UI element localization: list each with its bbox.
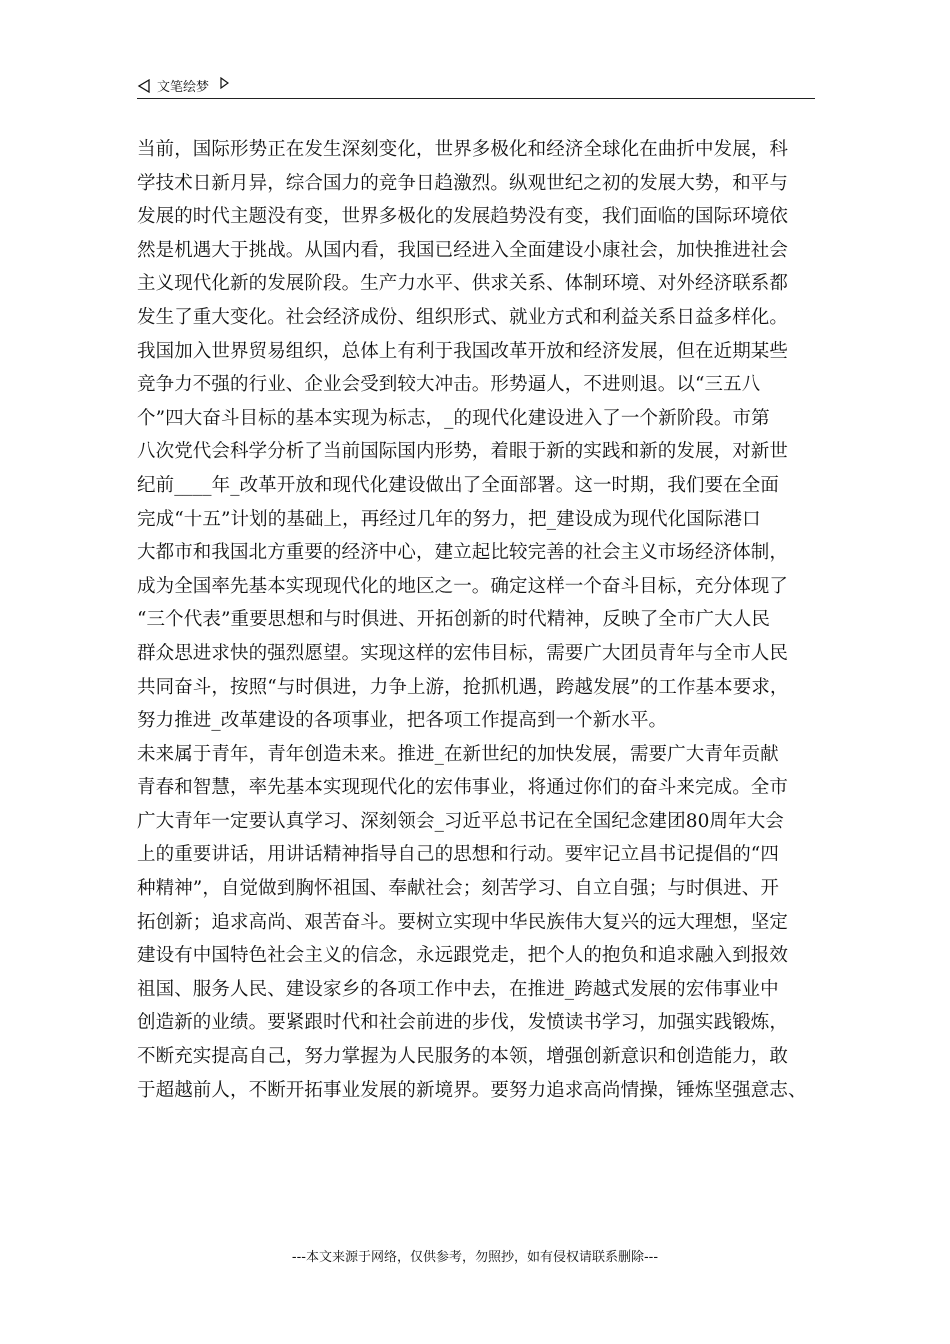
text-line: 我国加入世界贸易组织，总体上有利于我国改革开放和经济发展，但在近期某些 [137, 340, 789, 362]
text-line: 未来属于青年，青年创造未来。推进_在新世纪的加快发展，需要广大青年贡献 [137, 743, 779, 765]
text-line: 纪前____年_改革开放和现代化建设做出了全面部署。这一时期，我们要在全面 [137, 474, 779, 496]
text-line: 不断充实提高自己，努力掌握为人民服务的本领，增强创新意识和创造能力，敢 [137, 1046, 789, 1068]
text-line: 发生了重大变化。社会经济成份、组织形式、就业方式和利益关系日益多样化。 [137, 306, 789, 328]
text-line: 上的重要讲话，用讲话精神指导自己的思想和行动。要牢记立昌书记提倡的“四 [137, 844, 779, 866]
header-brand [137, 76, 229, 95]
text-line: 当前，国际形势正在发生深刻变化，世界多极化和经济全球化在曲折中发展，科 [137, 139, 789, 160]
text-line: 学技术日新月异，综合国力的竞争日趋激烈。纵观世纪之初的发展大势，和平与 [137, 172, 789, 194]
text-line: 完成“十五”计划的基础上，再经过几年的努力，把_建设成为现代化国际港口 [137, 508, 761, 530]
text-line: 拓创新；追求高尚、艰苦奋斗。要树立实现中华民族伟大复兴的远大理想，坚定 [137, 911, 789, 933]
text-line: 于超越前人，不断开拓事业发展的新境界。要努力追求高尚情操，锤炼坚强意志、 [137, 1079, 807, 1101]
text-line: 大都市和我国北方重要的经济中心，建立起比较完善的社会主义市场经济体制， [137, 542, 789, 564]
triangle-right-outline-icon [219, 77, 229, 89]
text-line: 成为全国率先基本实现现代化的地区之一。确定这样一个奋斗目标，充分体现了 [137, 575, 789, 597]
text-line: 个”四大奋斗目标的基本实现为标志，_的现代化建设进入了一个新阶段。市第 [137, 407, 770, 429]
text-line: 竞争力不强的行业、企业会受到较大冲击。形势逼人，不进则退。以“三五八 [137, 374, 761, 396]
text-line: “三个代表”重要思想和与时俱进、开拓创新的时代精神，反映了全市广大人民 [137, 609, 770, 631]
text-line: 八次党代会科学分析了当前国际国内形势，着眼于新的实践和新的发展，对新世 [137, 441, 789, 463]
text-line: 然是机遇大于挑战。从国内看，我国已经进入全面建设小康社会，加快推进社会 [137, 239, 789, 261]
text-line: 广大青年一定要认真学习、深刻领会_习近平总书记在全国纪念建团80周年大会 [137, 810, 784, 832]
header-title: 文笔绘梦 [157, 80, 210, 95]
text-line: 创造新的业绩。要紧跟时代和社会前进的步伐，发愤读书学习，加强实践锻炼， [137, 1012, 789, 1034]
text-line: 青春和智慧，率先基本实现现代化的宏伟事业，将通过你们的奋斗来完成。全市 [137, 777, 789, 799]
page-header [137, 72, 815, 99]
text-line: 建设有中国特色社会主义的信念，永远跟党走，把个人的抱负和追求融入到报效 [137, 945, 789, 967]
document-body [137, 133, 827, 1107]
triangle-left-outline-icon [137, 79, 151, 93]
text-line: 发展的时代主题没有变，世界多极化的发展趋势没有变，我们面临的国际环境依 [137, 206, 789, 228]
footer-notice: ---本文来源于网络，仅供参考，勿照抄，如有侵权请联系删除--- [291, 1250, 659, 1265]
text-line: 主义现代化新的发展阶段。生产力水平、供求关系、体制环境、对外经济联系都 [137, 273, 789, 295]
text-line: 共同奋斗，按照“与时俱进，力争上游，抢抓机遇，跨越发展”的工作基本要求， [137, 676, 789, 698]
text-line: 群众思进求快的强烈愿望。实现这样的宏伟目标，需要广大团员青年与全市人民 [137, 642, 789, 664]
text-line: 祖国、服务人民、建设家乡的各项工作中去，在推进_跨越式发展的宏伟事业中 [137, 978, 779, 1000]
text-line: 努力推进_改革建设的各项事业，把各项工作提高到一个新水平。 [137, 710, 668, 732]
text-line: 种精神”，自觉做到胸怀祖国、奉献社会；刻苦学习、自立自强；与时俱进、开 [137, 878, 779, 900]
